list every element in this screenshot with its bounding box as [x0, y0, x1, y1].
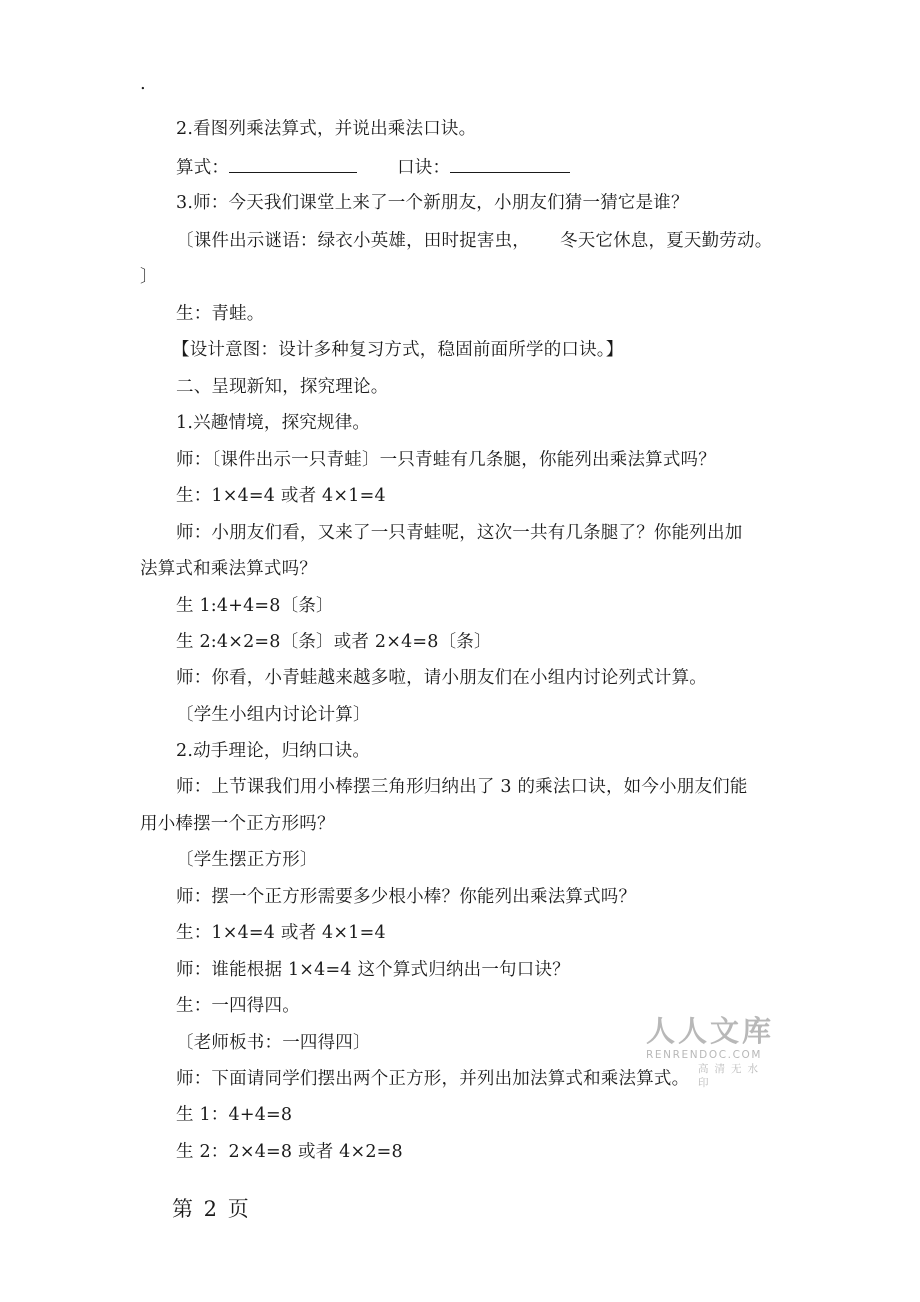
teacher-line: 师：你看，小青蛙越来越多啦，请小朋友们在小组内讨论列式计算。: [176, 668, 707, 688]
teacher-line: 师：小朋友们看，又来了一只青蛙呢，这次一共有几条腿了？你能列出加: [176, 523, 743, 543]
teacher-line-cont: 法算式和乘法算式吗？: [140, 559, 317, 579]
teacher-line: 师：谁能根据 1×4=4 这个算式归纳出一句口诀？: [176, 960, 570, 980]
design-intent: 【设计意图：设计多种复习方式，稳固前面所学的口诀。】: [172, 340, 624, 360]
formula-blank: [229, 155, 357, 173]
teacher-line: 3.师：今天我们课堂上来了一个新朋友，小朋友们猜一猜它是谁？: [176, 193, 689, 213]
item-2-heading: 2.看图列乘法算式，并说出乘法口诀。: [176, 119, 477, 139]
riddle-part-1: 〔课件出示谜语：绿衣小英雄，田时捉害虫，: [176, 231, 530, 251]
student-line: 生：1×4=4 或者 4×1=4: [176, 923, 386, 943]
student-line: 生：青蛙。: [176, 304, 265, 324]
teacher-line: 师：〔课件出示一只青蛙〕一只青蛙有几条腿，你能列出乘法算式吗？: [176, 450, 716, 470]
riddle-close: 〕: [140, 267, 158, 287]
rhyme-blank: [450, 155, 570, 173]
teacher-line: 师：摆一个正方形需要多少根小棒？你能列出乘法算式吗？: [176, 887, 637, 907]
activity-note: 〔学生摆正方形〕: [176, 850, 318, 870]
student-line: 生：1×4=4 或者 4×1=4: [176, 486, 386, 506]
teacher-line: 师：下面请同学们摆出两个正方形，并列出加法算式和乘法算式。: [176, 1069, 690, 1089]
teacher-line-cont: 用小棒摆一个正方形吗？: [140, 814, 335, 834]
student-line: 生：一四得四。: [176, 996, 300, 1016]
watermark-url: RENRENDOC.COM: [646, 1049, 763, 1061]
student-line: 生 2:4×2=8〔条〕或者 2×4=8〔条〕: [176, 632, 492, 652]
activity-note: 〔学生小组内讨论计算〕: [176, 705, 371, 725]
student-line: 生 2：2×4=8 或者 4×2=8: [176, 1142, 403, 1162]
subsection-2: 2.动手理论，归纳口诀。: [176, 741, 371, 761]
page-number: 第 2 页: [172, 1197, 251, 1221]
watermark-brand: 人人文库: [646, 1014, 775, 1048]
board-note: 〔老师板书：一四得四〕: [176, 1033, 371, 1053]
student-line: 生 1:4+4=8〔条〕: [176, 596, 334, 616]
formula-row: [176, 155, 570, 180]
riddle-part-2: 冬天它休息，夏天勤劳动。: [560, 231, 773, 251]
teacher-line: 师：上节课我们用小棒摆三角形归纳出了 3 的乘法口诀，如今小朋友们能: [176, 777, 748, 797]
watermark-note: 高清无水印: [698, 1063, 764, 1089]
student-line: 生 1：4+4=8: [176, 1105, 293, 1125]
section-heading: 二、呈现新知，探究理论。: [176, 377, 389, 397]
watermark-logo: [646, 1014, 776, 1090]
page-dot: .: [140, 73, 146, 94]
riddle-line: [176, 229, 772, 253]
formula-label: 算式：: [176, 158, 230, 178]
subsection-1: 1.兴趣情境，探究规律。: [176, 413, 371, 433]
rhyme-label: 口诀：: [397, 158, 451, 178]
